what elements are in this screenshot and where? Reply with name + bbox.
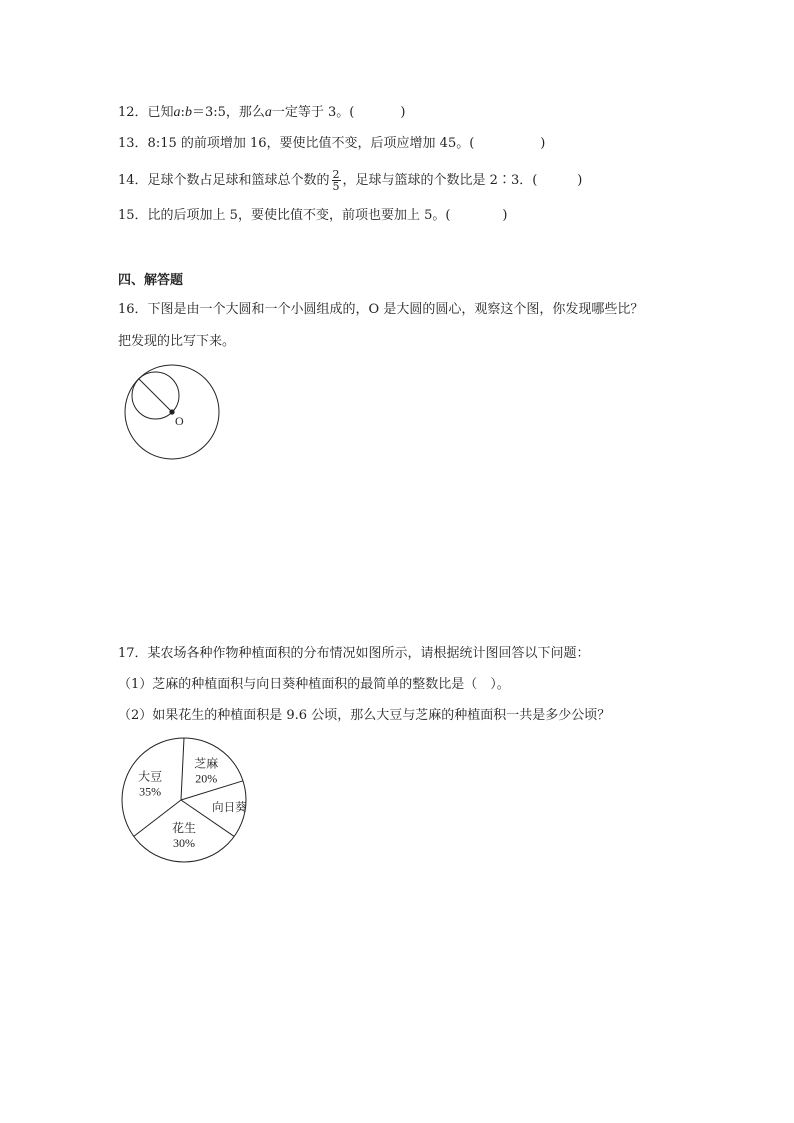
q14-statement: ，足球与篮球的个数比是 2∶3．( (342, 173, 538, 188)
pie-slice-value-3: 35% (139, 784, 162, 799)
circles-figure (118, 362, 230, 474)
center-point (169, 409, 174, 414)
q12-statement: 一定等于 3。( (271, 105, 355, 120)
pie-slice-label-0: 芝麻 (194, 756, 219, 771)
question-12 (118, 105, 405, 121)
q16-line-1: 16．下图是由一个大圆和一个小圆组成的，O 是大圆的圆心，观察这个图，你发现哪些比？ (118, 302, 644, 317)
pie-slice-boundary-0 (181, 738, 184, 800)
question-15 (118, 208, 508, 224)
q17-part-1: （1）芝麻的种植面积与向日葵种植面积的最简单的整数比是（ ）。 (118, 677, 510, 692)
q14-fraction-numerator: 2 (332, 168, 340, 181)
q17-part-2: （2）如果花生的种植面积是 9.6 公顷，那么大豆与芝麻的种植面积一共是多少公顷？ (118, 708, 611, 723)
question-14 (118, 168, 582, 194)
q12-var-a: a (173, 105, 181, 120)
q13-close: ) (540, 136, 546, 151)
q16-line-2: 把发现的比写下来。 (118, 334, 236, 349)
pie-slice-label-1: 向日葵 (212, 802, 247, 815)
diameter-line (139, 379, 172, 412)
pie-slice-value-2: 30% (173, 836, 195, 850)
q14-fraction-denominator: 5 (332, 180, 340, 193)
q12-equation: ＝3:5，那么 (191, 105, 265, 120)
q15-text: 15．比的后项加上 5，要使比值不变，前项也要加上 5。( (118, 208, 451, 223)
q12-colon: : (180, 105, 185, 120)
pie-slice-label-2: 花生 (171, 821, 197, 835)
q15-close: ) (502, 208, 508, 223)
q14-close: ) (577, 173, 583, 188)
center-label: O (175, 414, 184, 428)
q12-var-a2: a (264, 105, 272, 120)
q12-prefix: 12．已知 (118, 105, 174, 120)
q14-fraction (332, 169, 341, 192)
pie-slice-value-0: 20% (195, 771, 218, 786)
q14-prefix: 14．足球个数占足球和篮球总个数的 (118, 173, 330, 188)
section-heading: 四、解答题 (118, 273, 184, 288)
q12-close: ) (400, 105, 406, 120)
pie-slice-label-3: 大豆 (138, 769, 163, 784)
q13-text: 13．8:15 的前项增加 16，要使比值不变，后项应增加 45。( (118, 136, 475, 151)
question-13 (118, 136, 545, 152)
q17-intro: 17．某农场各种作物种植面积的分布情况如图所示，请根据统计图回答以下问题： (118, 646, 590, 661)
pie-chart (118, 737, 252, 871)
q12-var-b: b (184, 105, 192, 120)
